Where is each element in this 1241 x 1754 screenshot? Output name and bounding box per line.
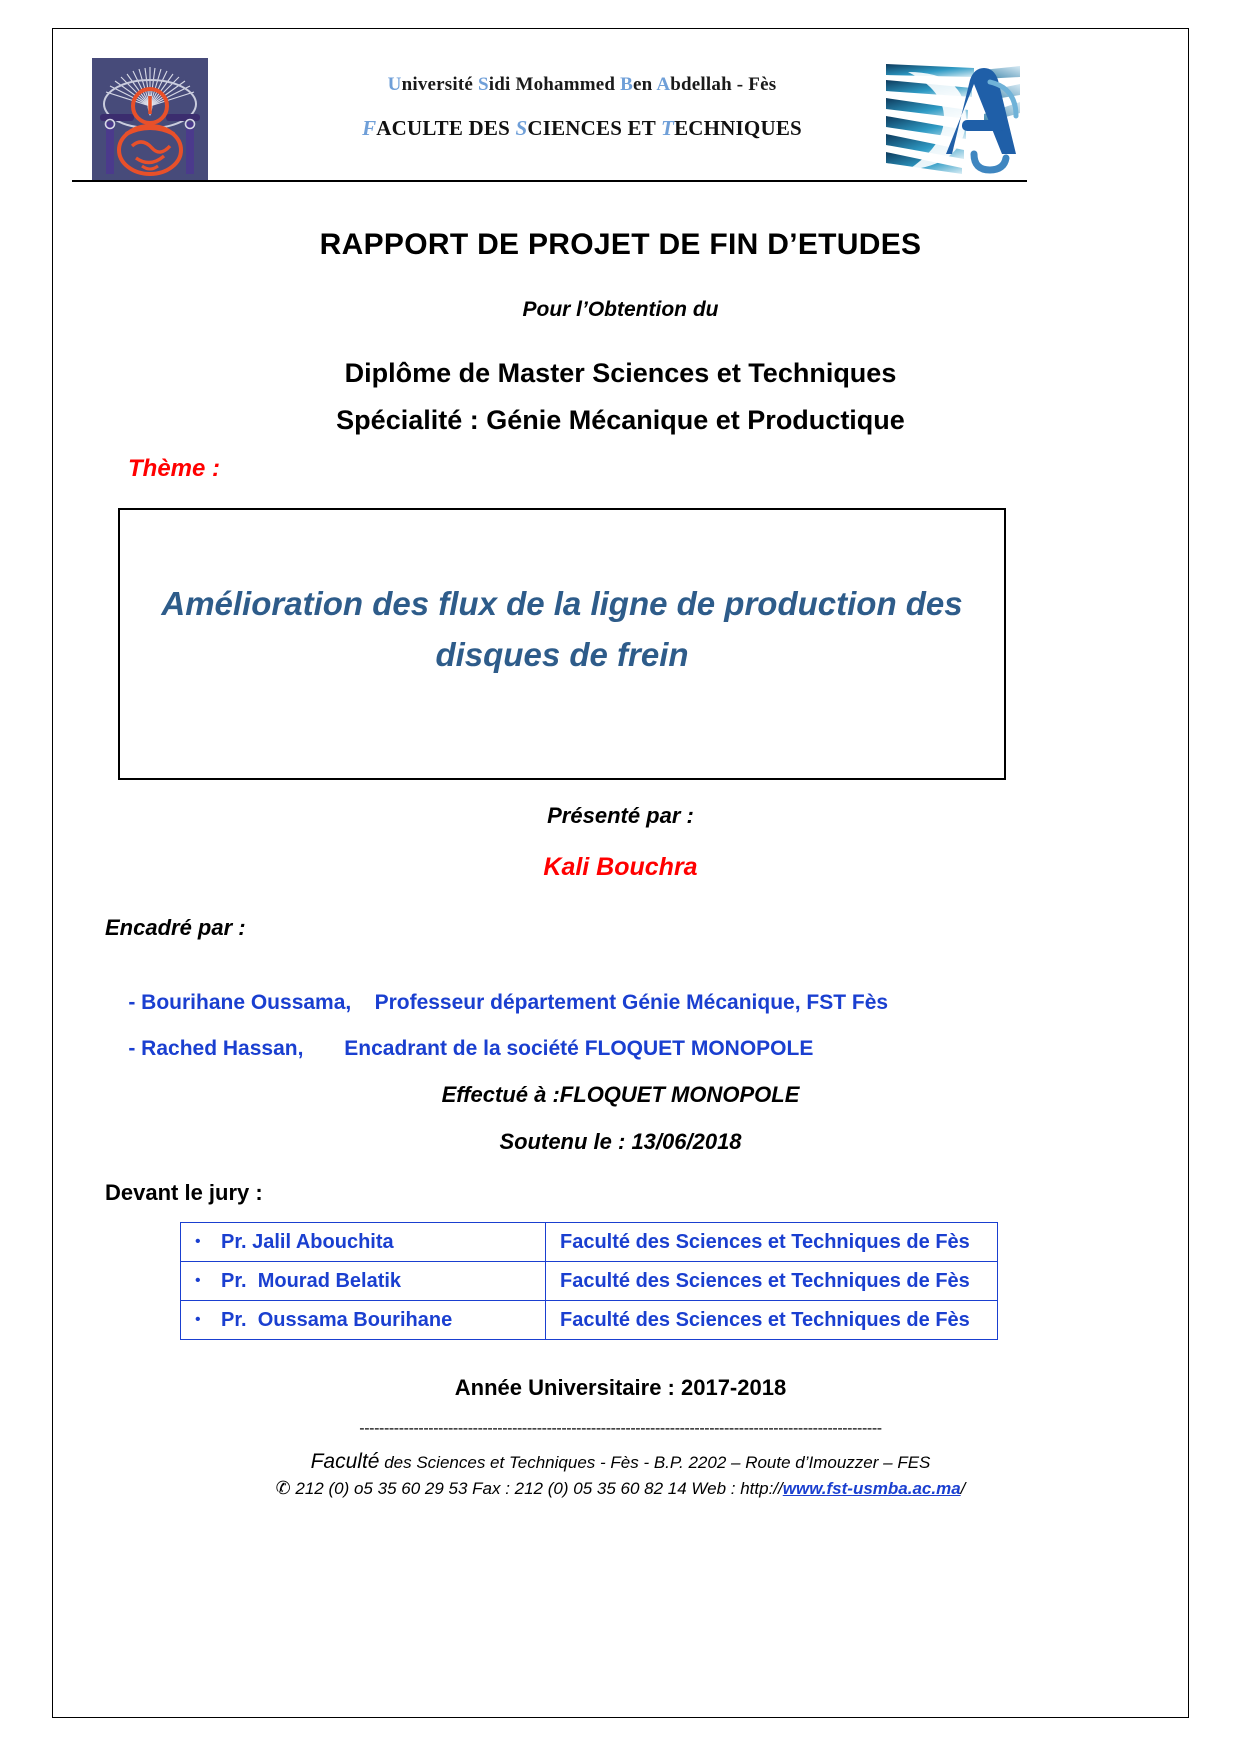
header-divider-rule [72,180,1027,182]
performed-at-text: Effectué à :FLOQUET MONOPOLE [441,1082,800,1107]
presented-by-label: Présenté par : [547,803,694,828]
bullet-icon: • [195,1232,201,1250]
table-row [181,1262,998,1301]
defense-date-text: Soutenu le : 13/06/2018 [499,1129,742,1154]
faculty-name: FACULTE DES SCIENCES ET TECHNIQUES [362,116,802,140]
document-header [72,52,1072,180]
thesis-title [120,578,1004,680]
for-obtaining-label: Pour l’Obtention du [522,298,719,321]
table-row [181,1223,998,1262]
footer-address [0,1450,1241,1474]
thesis-title-box [118,508,1006,780]
jury-name-cell [181,1301,546,1340]
supervisor-1-name: - Bourihane Oussama, [128,991,352,1014]
footer-contact-trailing: / [960,1479,966,1498]
jury-member-name: Pr. Mourad Belatik [221,1269,402,1292]
phone-icon: ✆ [275,1478,291,1498]
jury-affiliation-cell [546,1223,998,1262]
table-row [181,1301,998,1340]
supervisor-row-2 [105,1013,813,1085]
footer-divider: ---------------------------------------------------------------------------------------------------------- [359,1420,882,1437]
specialty-name: Spécialité : Génie Mécanique et Productique [336,405,905,435]
report-heading: RAPPORT DE PROJET DE FIN D’ETUDES [319,228,922,261]
thesis-title-line-1: Amélioration des flux de la ligne de production des [161,585,963,622]
theme-label: Thème : [128,455,221,482]
author-name: Kali Bouchra [543,853,698,881]
supervisor-2-role: Encadrant de la société FLOQUET MONOPOLE [344,1037,814,1060]
faculty-website-link[interactable]: www.fst-usmba.ac.ma [782,1479,961,1498]
jury-member-name: Pr. Jalil Abouchita [221,1230,394,1253]
jury-name-cell [181,1262,546,1301]
jury-member-affiliation: Faculté des Sciences et Techniques de Fès [560,1230,970,1253]
academic-year: Année Universitaire : 2017-2018 [454,1375,787,1400]
bullet-icon: • [195,1310,201,1328]
jury-affiliation-cell [546,1301,998,1340]
jury-member-name: Pr. Oussama Bourihane [221,1308,453,1331]
bullet-icon: • [195,1271,201,1289]
footer-contact-text: 212 (0) o5 35 60 29 53 Fax : 212 (0) 05 35 60 82 14 Web : http:// [290,1479,783,1498]
diploma-name: Diplôme de Master Sciences et Techniques [344,358,897,388]
jury-member-affiliation: Faculté des Sciences et Techniques de Fès [560,1269,970,1292]
fst-faculty-logo [878,58,1028,176]
supervisor-1-role: Professeur département Génie Mécanique, FST Fès [374,991,889,1014]
jury-table [180,1222,998,1340]
thesis-title-line-2: disques de frein [435,636,689,674]
university-name: Université Sidi Mohammed Ben Abdellah - Fès [387,74,777,95]
supervised-by-label: Encadré par : [105,915,246,940]
jury-name-cell [181,1223,546,1262]
footer-address-rest: des Sciences et Techniques - Fès - B.P. 2202 – Route d’Imouzzer – FES [379,1453,931,1472]
jury-member-affiliation: Faculté des Sciences et Techniques de Fès [560,1308,970,1331]
footer-contact [0,1478,1241,1499]
jury-label: Devant le jury : [105,1180,263,1205]
header-title-block [242,74,922,141]
footer-faculty-word: Faculté [310,1450,380,1473]
usmba-university-seal-logo [92,58,208,180]
supervisor-2-name: - Rached Hassan, [128,1037,304,1060]
jury-affiliation-cell [546,1262,998,1301]
